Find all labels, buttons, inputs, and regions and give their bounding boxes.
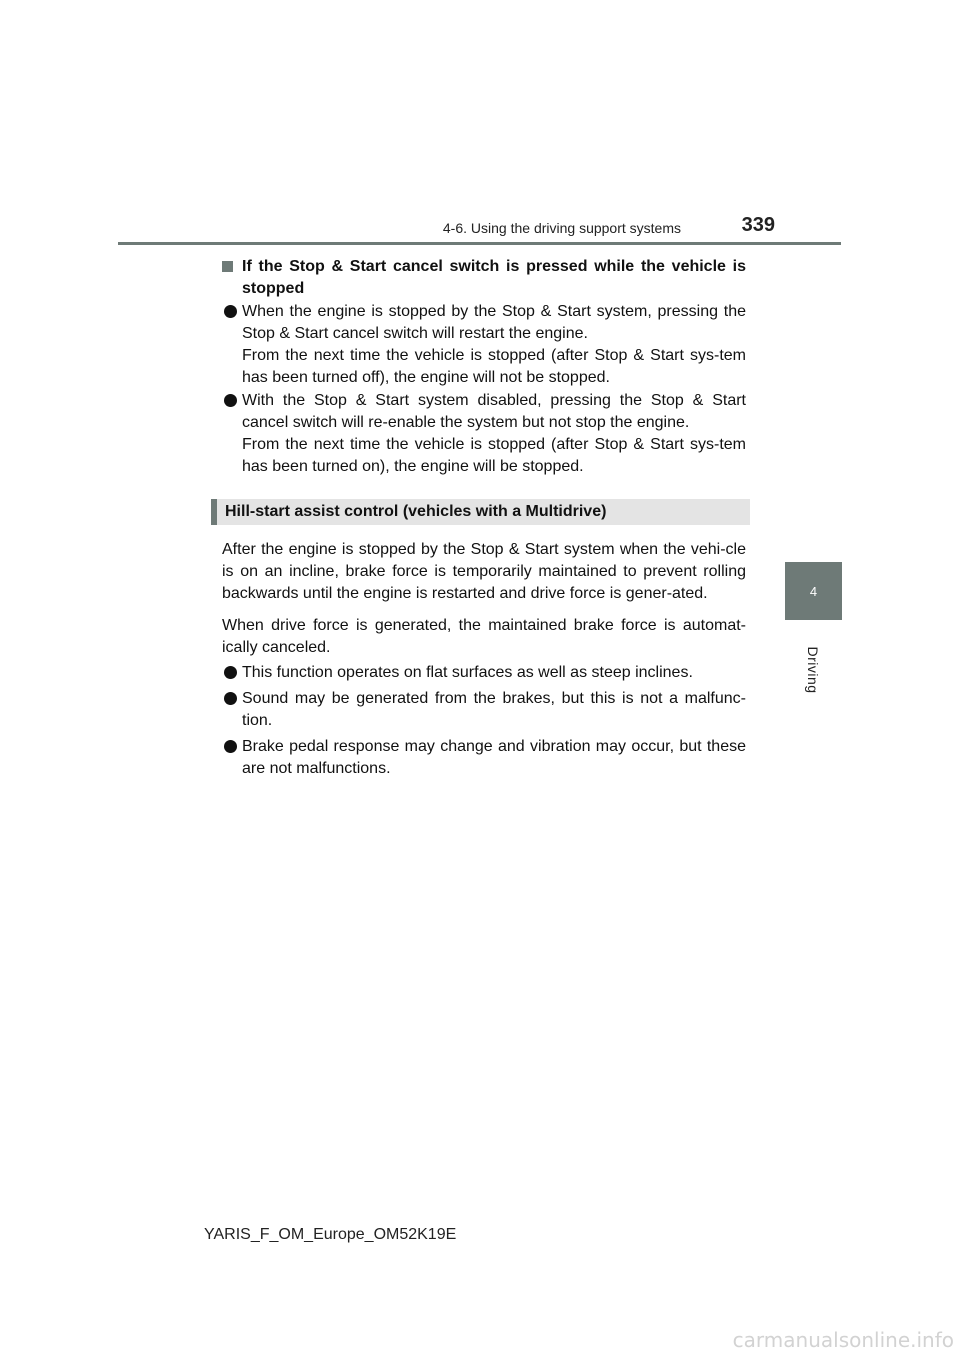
bullet-text: Brake pedal response may change and vibration may occur, but these are not malfunctions. <box>242 738 746 777</box>
subheading <box>222 256 746 300</box>
section-heading: Hill-start assist control (vehicles with a Multidrive) <box>211 499 750 525</box>
list-item <box>222 390 746 478</box>
bullet-icon <box>224 666 237 679</box>
bullet-text: From the next time the vehicle is stopped (after Stop & Start sys-tem has been turned on), the engine will be stopped. <box>242 436 746 475</box>
bullet-text: With the Stop & Start system disabled, pressing the Stop & Start cancel switch will re-enable the system but not stop the engine. <box>242 392 746 431</box>
page-content <box>222 256 746 780</box>
bullet-icon <box>224 305 237 318</box>
subheading-text: If the Stop & Start cancel switch is pressed while the vehicle is stopped <box>242 258 746 297</box>
list-item <box>222 688 746 732</box>
document-id: YARIS_F_OM_Europe_OM52K19E <box>204 1226 457 1243</box>
chapter-tab: 4 <box>785 562 842 620</box>
bullet-icon <box>224 740 237 753</box>
chapter-label: Driving <box>805 646 821 694</box>
list-item <box>222 662 746 684</box>
watermark: carmanualsonline.info <box>732 1328 954 1352</box>
section-title: 4-6. Using the driving support systems <box>442 220 681 236</box>
bullet-icon <box>224 394 237 407</box>
bullet-text: When the engine is stopped by the Stop & Start system, pressing the Stop & Start cancel switch will restart the engine. <box>242 303 746 342</box>
square-bullet-icon <box>222 261 233 272</box>
bullet-text: This function operates on flat surfaces as well as steep inclines. <box>242 664 693 681</box>
paragraph: After the engine is stopped by the Stop & Start system when the vehi-cle is on an incline, brake force is temporarily maintained to prevent rolling backwards until the engine is restarted and drive force is gener-ated. <box>222 541 746 602</box>
list-item <box>222 301 746 389</box>
bullet-icon <box>224 692 237 705</box>
list-item <box>222 736 746 780</box>
page-number: 339 <box>741 214 775 236</box>
paragraph: When drive force is generated, the maintained brake force is automat-ically canceled. <box>222 617 746 656</box>
bullet-text: From the next time the vehicle is stopped (after Stop & Start sys-tem has been turned off), the engine will not be stopped. <box>242 347 746 386</box>
page-header <box>118 212 841 245</box>
bullet-text: Sound may be generated from the brakes, but this is not a malfunc-tion. <box>242 690 746 729</box>
